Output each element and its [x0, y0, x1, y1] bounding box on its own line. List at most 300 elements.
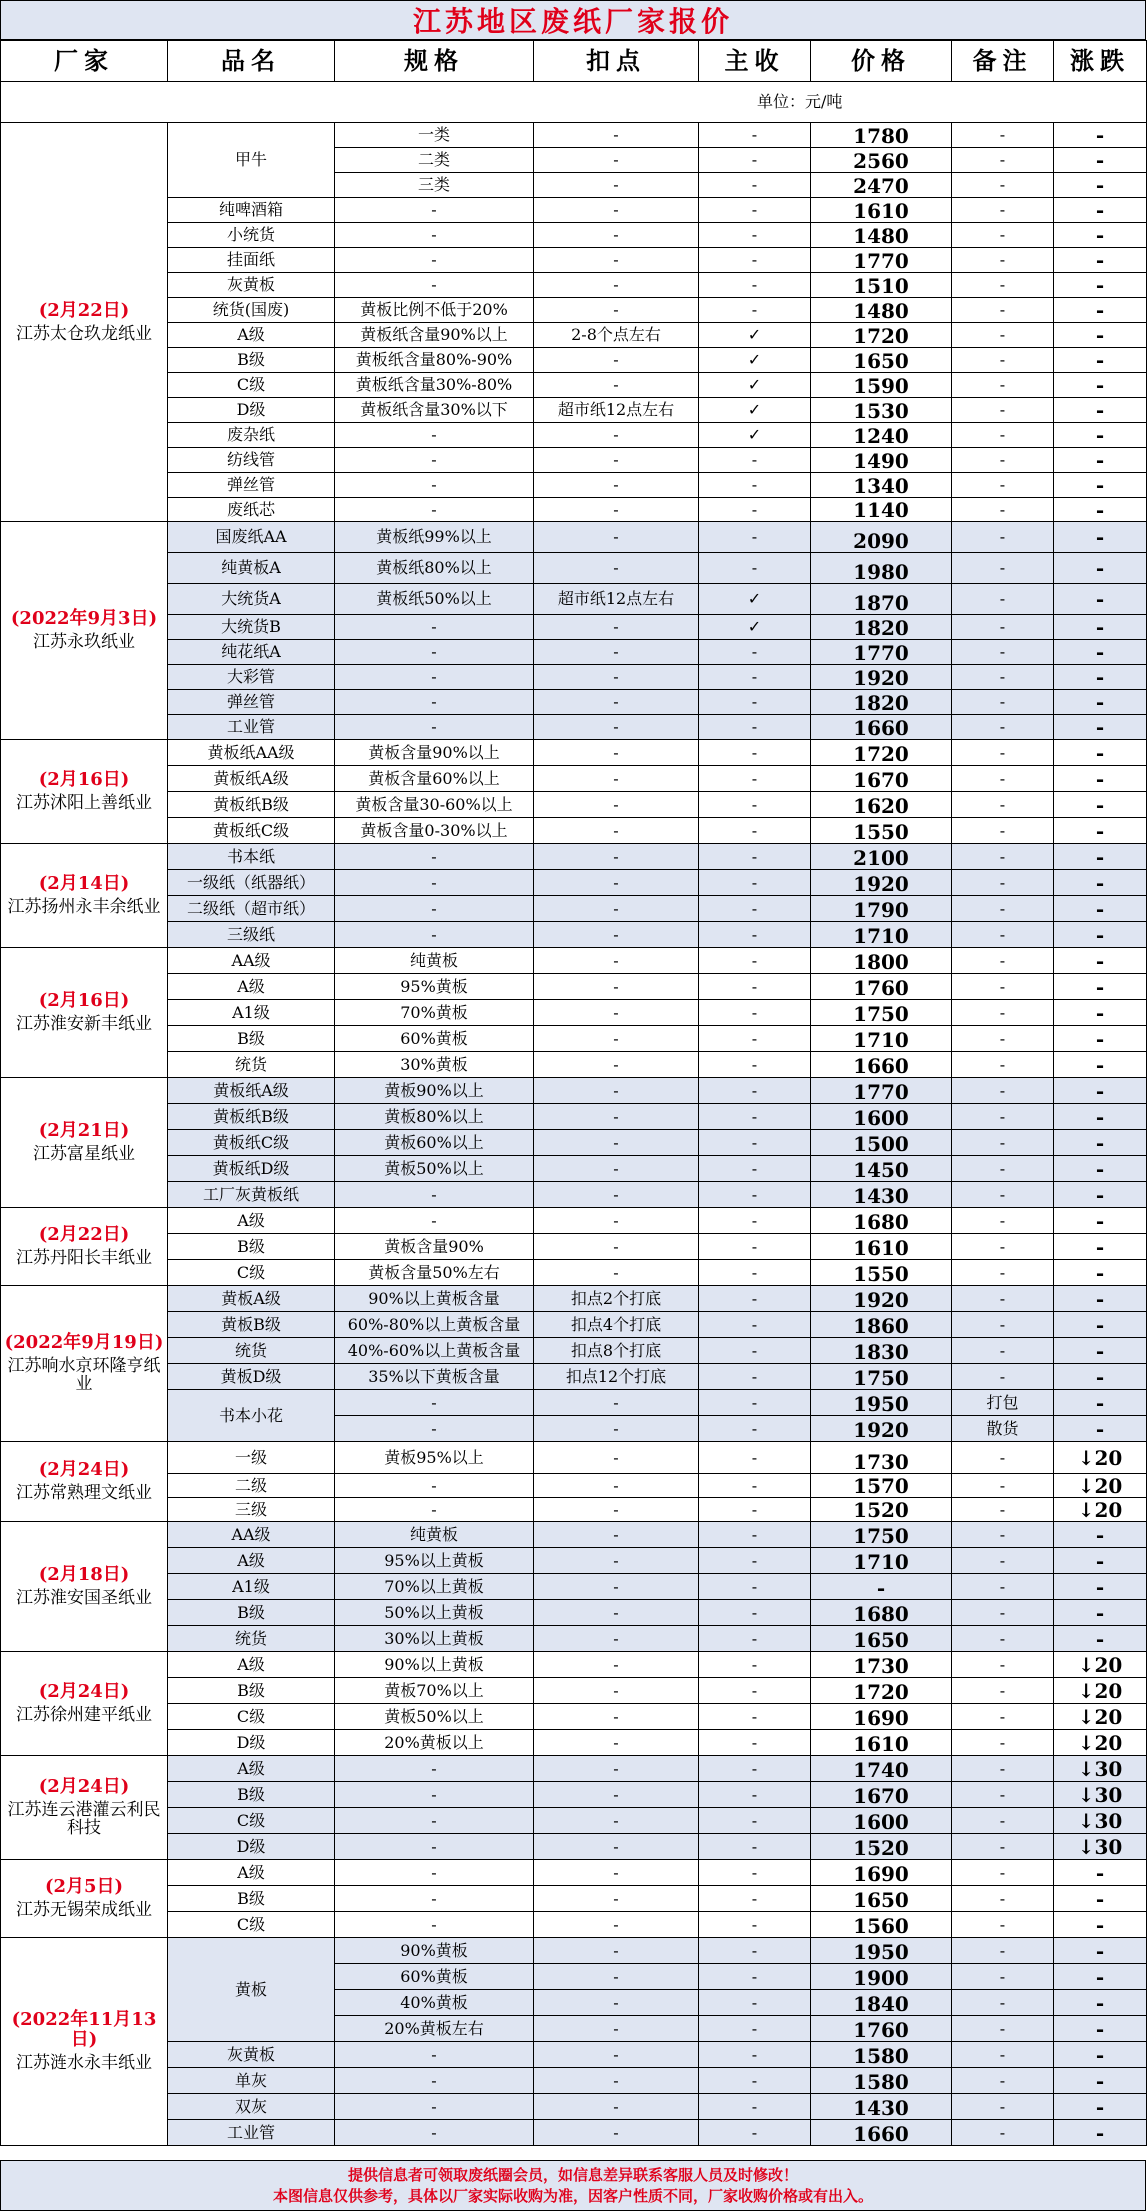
factory-cell — [1, 1860, 168, 1938]
deduction: - — [534, 1260, 699, 1286]
remark: - — [952, 640, 1054, 665]
price: 1750 — [811, 1364, 952, 1390]
remark: - — [952, 1522, 1054, 1548]
main-purchase: - — [699, 1182, 811, 1208]
change: - — [1054, 640, 1147, 665]
spec: 60%黄板 — [335, 1026, 534, 1052]
change: - — [1054, 1390, 1147, 1416]
main-purchase: - — [699, 1026, 811, 1052]
product-name: 黄板D级 — [168, 1364, 335, 1390]
table-row — [1, 1834, 1147, 1860]
change: - — [1054, 248, 1147, 273]
table-row — [1, 1678, 1147, 1704]
deduction: - — [534, 473, 699, 498]
main-purchase: - — [699, 665, 811, 690]
table-row — [1, 298, 1147, 323]
product-name: B级 — [168, 1026, 335, 1052]
unit-label: 单位：元/吨 — [1, 82, 1147, 123]
deduction: - — [534, 766, 699, 792]
factory-name: 江苏连云港灌云利民科技 — [7, 1799, 161, 1839]
price: 1490 — [811, 448, 952, 473]
price: 1720 — [811, 323, 952, 348]
remark: - — [952, 1000, 1054, 1026]
price: 1580 — [811, 2042, 952, 2068]
spec: - — [335, 1808, 534, 1834]
price: 2470 — [811, 173, 952, 198]
change: ↓30 — [1054, 1756, 1147, 1782]
remark: - — [952, 2042, 1054, 2068]
main-purchase: - — [699, 2094, 811, 2120]
spec: - — [335, 1208, 534, 1234]
footer-line: 本图信息仅供参考，具体以厂家实际收购为准，因客户性质不同，厂家收购价格或有出入。 — [272, 2186, 873, 2205]
spec: 95%黄板 — [335, 974, 534, 1000]
product-name: 废杂纸 — [168, 423, 335, 448]
deduction: - — [534, 123, 699, 148]
main-purchase: - — [699, 844, 811, 870]
spec: - — [335, 2120, 534, 2146]
price: 1600 — [811, 1104, 952, 1130]
change: - — [1054, 473, 1147, 498]
factory-name: 江苏富星纸业 — [33, 1144, 135, 1165]
spec: 黄板纸含量80%-90% — [335, 348, 534, 373]
column-header: 品名 — [168, 41, 335, 82]
factory-name: 江苏永玖纸业 — [33, 632, 135, 653]
change: - — [1054, 2042, 1147, 2068]
table-row — [1, 522, 1147, 553]
table-row — [1, 1938, 1147, 1964]
product-name: A级 — [168, 1756, 335, 1782]
table-row — [1, 1364, 1147, 1390]
main-purchase: - — [699, 1834, 811, 1860]
change: - — [1054, 2016, 1147, 2042]
product-name: 书本纸 — [168, 844, 335, 870]
factory-name: 江苏涟水永丰纸业 — [16, 2052, 152, 2073]
product-name: C级 — [168, 1260, 335, 1286]
remark: - — [952, 1260, 1054, 1286]
remark: - — [952, 1548, 1054, 1574]
remark: - — [952, 1474, 1054, 1498]
deduction: - — [534, 818, 699, 844]
product-name: C级 — [168, 1912, 335, 1938]
price: 1670 — [811, 766, 952, 792]
change: - — [1054, 1548, 1147, 1574]
remark: - — [952, 1990, 1054, 2016]
spec: 黄板含量50%左右 — [335, 1260, 534, 1286]
spec: - — [335, 2068, 534, 2094]
price: 1710 — [811, 922, 952, 948]
deduction: - — [534, 423, 699, 448]
remark: - — [952, 584, 1054, 615]
price: 1770 — [811, 640, 952, 665]
table-row — [1, 1338, 1147, 1364]
spec: 黄板80%以上 — [335, 1104, 534, 1130]
change: - — [1054, 870, 1147, 896]
product-name: 黄板A级 — [168, 1286, 335, 1312]
unit-row — [1, 82, 1147, 123]
price: 1520 — [811, 1834, 952, 1860]
remark: - — [952, 323, 1054, 348]
spec: 黄板比例不低于20% — [335, 298, 534, 323]
product-name: 灰黄板 — [168, 2042, 335, 2068]
price: 1680 — [811, 1600, 952, 1626]
price: 1610 — [811, 198, 952, 223]
deduction: - — [534, 1416, 699, 1442]
deduction: - — [534, 1938, 699, 1964]
main-purchase: - — [699, 1104, 811, 1130]
change: - — [1054, 1000, 1147, 1026]
change: - — [1054, 1416, 1147, 1442]
table-row — [1, 1548, 1147, 1574]
product-name: C级 — [168, 1704, 335, 1730]
deduction: - — [534, 1860, 699, 1886]
price: 1840 — [811, 1990, 952, 2016]
deduction: - — [534, 1026, 699, 1052]
change: - — [1054, 1964, 1147, 1990]
price: 1900 — [811, 1964, 952, 1990]
deduction: - — [534, 2042, 699, 2068]
change: - — [1054, 1990, 1147, 2016]
product-name: A级 — [168, 1208, 335, 1234]
price: 1560 — [811, 1912, 952, 1938]
main-purchase: - — [699, 1208, 811, 1234]
change: - — [1054, 584, 1147, 615]
change: - — [1054, 348, 1147, 373]
main-purchase: - — [699, 2042, 811, 2068]
change: - — [1054, 2120, 1147, 2146]
remark: - — [952, 1312, 1054, 1338]
factory-cell — [1, 1078, 168, 1208]
change: - — [1054, 1130, 1147, 1156]
table-row — [1, 2068, 1147, 2094]
product-name: 统货 — [168, 1338, 335, 1364]
product-name: 二级 — [168, 1474, 335, 1498]
change: - — [1054, 373, 1147, 398]
main-purchase: - — [699, 1964, 811, 1990]
change: - — [1054, 1078, 1147, 1104]
main-purchase: - — [699, 1574, 811, 1600]
remark: - — [952, 1938, 1054, 1964]
price: 1610 — [811, 1730, 952, 1756]
product-name: 弹丝管 — [168, 473, 335, 498]
price: 1570 — [811, 1474, 952, 1498]
factory-date: (2月18日) — [38, 1564, 130, 1586]
main-purchase: - — [699, 1678, 811, 1704]
remark: - — [952, 1782, 1054, 1808]
product-name: AA级 — [168, 948, 335, 974]
spec: - — [335, 870, 534, 896]
remark: - — [952, 1756, 1054, 1782]
factory-cell — [1, 123, 168, 522]
product-name: B级 — [168, 1782, 335, 1808]
deduction: - — [534, 896, 699, 922]
change: - — [1054, 423, 1147, 448]
spec: 黄板60%以上 — [335, 1130, 534, 1156]
change: - — [1054, 553, 1147, 584]
spec: - — [335, 896, 534, 922]
main-purchase: - — [699, 1652, 811, 1678]
change: - — [1054, 715, 1147, 740]
deduction: - — [534, 665, 699, 690]
spec: 纯黄板 — [335, 948, 534, 974]
spec: - — [335, 922, 534, 948]
product-name: 一级 — [168, 1442, 335, 1474]
table-row — [1, 448, 1147, 473]
deduction: - — [534, 1912, 699, 1938]
product-name: 国废纸AA — [168, 522, 335, 553]
change: ↓20 — [1054, 1678, 1147, 1704]
deduction: - — [534, 148, 699, 173]
deduction: - — [534, 553, 699, 584]
product-name: A级 — [168, 1548, 335, 1574]
price: 1830 — [811, 1338, 952, 1364]
price: 1480 — [811, 298, 952, 323]
remark: - — [952, 1600, 1054, 1626]
remark: - — [952, 522, 1054, 553]
remark: - — [952, 1078, 1054, 1104]
spec: - — [335, 715, 534, 740]
change: ↓30 — [1054, 1834, 1147, 1860]
remark: - — [952, 1286, 1054, 1312]
factory-name: 江苏无锡荣成纸业 — [16, 1900, 152, 1921]
change: - — [1054, 273, 1147, 298]
change: ↓20 — [1054, 1442, 1147, 1474]
price: 1720 — [811, 740, 952, 766]
table-row — [1, 1260, 1147, 1286]
spec: 黄板含量0-30%以上 — [335, 818, 534, 844]
price: 1950 — [811, 1390, 952, 1416]
product-name: 甲牛 — [168, 123, 335, 198]
factory-name: 江苏太仓玖龙纸业 — [16, 323, 152, 344]
spec: 黄板含量90% — [335, 1234, 534, 1260]
change: - — [1054, 448, 1147, 473]
deduction: - — [534, 1548, 699, 1574]
price: 1870 — [811, 584, 952, 615]
price: 1660 — [811, 715, 952, 740]
table-row — [1, 715, 1147, 740]
deduction: - — [534, 1498, 699, 1522]
spec: 20%黄板左右 — [335, 2016, 534, 2042]
deduction: - — [534, 1964, 699, 1990]
table-row — [1, 1652, 1147, 1678]
change: - — [1054, 1912, 1147, 1938]
product-name: A级 — [168, 1652, 335, 1678]
factory-name: 江苏扬州永丰余纸业 — [7, 897, 161, 918]
main-purchase: ✓ — [699, 584, 811, 615]
table-row — [1, 498, 1147, 522]
price: 1520 — [811, 1498, 952, 1522]
remark: - — [952, 1104, 1054, 1130]
column-header: 厂家 — [1, 41, 168, 82]
main-purchase: - — [699, 1390, 811, 1416]
spec: 黄板纸80%以上 — [335, 553, 534, 584]
deduction: - — [534, 792, 699, 818]
change: - — [1054, 2068, 1147, 2094]
remark: - — [952, 1652, 1054, 1678]
main-purchase: - — [699, 1338, 811, 1364]
deduction: - — [534, 248, 699, 273]
table-row — [1, 818, 1147, 844]
main-purchase: - — [699, 1416, 811, 1442]
remark: - — [952, 1834, 1054, 1860]
table-row — [1, 123, 1147, 148]
spec: 纯黄板 — [335, 1522, 534, 1548]
change: - — [1054, 398, 1147, 423]
deduction: - — [534, 870, 699, 896]
product-name: C级 — [168, 1808, 335, 1834]
deduction: - — [534, 1234, 699, 1260]
product-name: 黄板纸B级 — [168, 1104, 335, 1130]
product-name: 工厂灰黄板纸 — [168, 1182, 335, 1208]
remark: 打包 — [952, 1390, 1054, 1416]
product-name: A级 — [168, 1860, 335, 1886]
deduction: 扣点4个打底 — [534, 1312, 699, 1338]
price: 1690 — [811, 1860, 952, 1886]
change: - — [1054, 1860, 1147, 1886]
table-row — [1, 1600, 1147, 1626]
product-name: B级 — [168, 1886, 335, 1912]
spec: - — [335, 1886, 534, 1912]
main-purchase: - — [699, 974, 811, 1000]
factory-date: (2月21日) — [38, 1120, 130, 1142]
deduction: - — [534, 640, 699, 665]
table-row — [1, 1078, 1147, 1104]
deduction: 超市纸12点左右 — [534, 584, 699, 615]
factory-date: (2月16日) — [38, 769, 130, 791]
factory-cell — [1, 948, 168, 1078]
change: ↓30 — [1054, 1808, 1147, 1834]
spec: 90%以上黄板含量 — [335, 1286, 534, 1312]
remark: - — [952, 1338, 1054, 1364]
product-name: 统货(国废) — [168, 298, 335, 323]
change: - — [1054, 740, 1147, 766]
main-purchase: - — [699, 148, 811, 173]
table-row — [1, 248, 1147, 273]
remark: - — [952, 448, 1054, 473]
spec: - — [335, 1756, 534, 1782]
change: ↓30 — [1054, 1782, 1147, 1808]
factory-cell — [1, 1442, 168, 1522]
column-header: 规格 — [335, 41, 534, 82]
table-row — [1, 1704, 1147, 1730]
price: 1980 — [811, 553, 952, 584]
main-purchase: - — [699, 1234, 811, 1260]
spec: 60%黄板 — [335, 1964, 534, 1990]
deduction: 扣点8个打底 — [534, 1338, 699, 1364]
change: - — [1054, 2094, 1147, 2120]
deduction: - — [534, 1442, 699, 1474]
change: ↓20 — [1054, 1652, 1147, 1678]
remark: - — [952, 665, 1054, 690]
product-name: 三级纸 — [168, 922, 335, 948]
product-name: 黄板纸D级 — [168, 1156, 335, 1182]
spec: 黄板50%以上 — [335, 1704, 534, 1730]
table-row — [1, 792, 1147, 818]
spec: 黄板纸99%以上 — [335, 522, 534, 553]
product-name: B级 — [168, 1678, 335, 1704]
remark: - — [952, 298, 1054, 323]
main-purchase: - — [699, 273, 811, 298]
main-purchase: - — [699, 223, 811, 248]
spec: 黄板50%以上 — [335, 1156, 534, 1182]
spec: 35%以下黄板含量 — [335, 1364, 534, 1390]
deduction: - — [534, 1522, 699, 1548]
deduction: - — [534, 522, 699, 553]
deduction: - — [534, 1600, 699, 1626]
deduction: - — [534, 498, 699, 522]
factory-date: (2月5日) — [44, 1876, 124, 1898]
deduction: 扣点12个打底 — [534, 1364, 699, 1390]
spec: - — [335, 690, 534, 715]
remark: - — [952, 974, 1054, 1000]
change: - — [1054, 1182, 1147, 1208]
spec: 40%-60%以上黄板含量 — [335, 1338, 534, 1364]
spec: - — [335, 198, 534, 223]
factory-date: (2月22日) — [38, 1224, 130, 1246]
main-purchase: - — [699, 1286, 811, 1312]
remark: - — [952, 740, 1054, 766]
spec: - — [335, 423, 534, 448]
product-name: 黄板纸A级 — [168, 766, 335, 792]
change: - — [1054, 1026, 1147, 1052]
deduction: - — [534, 298, 699, 323]
spec: - — [335, 248, 534, 273]
change: - — [1054, 766, 1147, 792]
price: 1750 — [811, 1000, 952, 1026]
factory-date: (2022年11月13日) — [11, 2009, 157, 2051]
price: 1670 — [811, 1782, 952, 1808]
main-purchase: - — [699, 1704, 811, 1730]
spec: 95%以上黄板 — [335, 1548, 534, 1574]
price: 2100 — [811, 844, 952, 870]
table-row — [1, 1808, 1147, 1834]
main-purchase: - — [699, 1078, 811, 1104]
footer-line: 提供信息者可领取废纸圈会员，如信息差异联系客服人员及时修改！ — [347, 2165, 798, 2184]
price: 1660 — [811, 2120, 952, 2146]
spec: - — [335, 640, 534, 665]
spec: 40%黄板 — [335, 1990, 534, 2016]
price: 1240 — [811, 423, 952, 448]
factory-cell — [1, 740, 168, 844]
change: - — [1054, 1364, 1147, 1390]
price: 1620 — [811, 792, 952, 818]
table-row — [1, 584, 1147, 615]
deduction: - — [534, 448, 699, 473]
remark: - — [952, 896, 1054, 922]
remark: - — [952, 1964, 1054, 1990]
spec: - — [335, 1474, 534, 1498]
main-purchase: - — [699, 248, 811, 273]
table-row — [1, 348, 1147, 373]
spec: - — [335, 615, 534, 640]
main-purchase: - — [699, 1522, 811, 1548]
remark: - — [952, 1364, 1054, 1390]
factory-name: 江苏常熟理文纸业 — [16, 1483, 152, 1504]
product-name: 纯黄板A — [168, 553, 335, 584]
remark: - — [952, 1730, 1054, 1756]
main-purchase: - — [699, 1548, 811, 1574]
price: 1740 — [811, 1756, 952, 1782]
product-name: 黄板纸B级 — [168, 792, 335, 818]
main-purchase: - — [699, 896, 811, 922]
remark: - — [952, 922, 1054, 948]
remark: - — [952, 870, 1054, 896]
price: 1920 — [811, 1416, 952, 1442]
change: - — [1054, 1260, 1147, 1286]
deduction: - — [534, 690, 699, 715]
factory-cell — [1, 1286, 168, 1442]
main-purchase: - — [699, 948, 811, 974]
change: - — [1054, 1234, 1147, 1260]
